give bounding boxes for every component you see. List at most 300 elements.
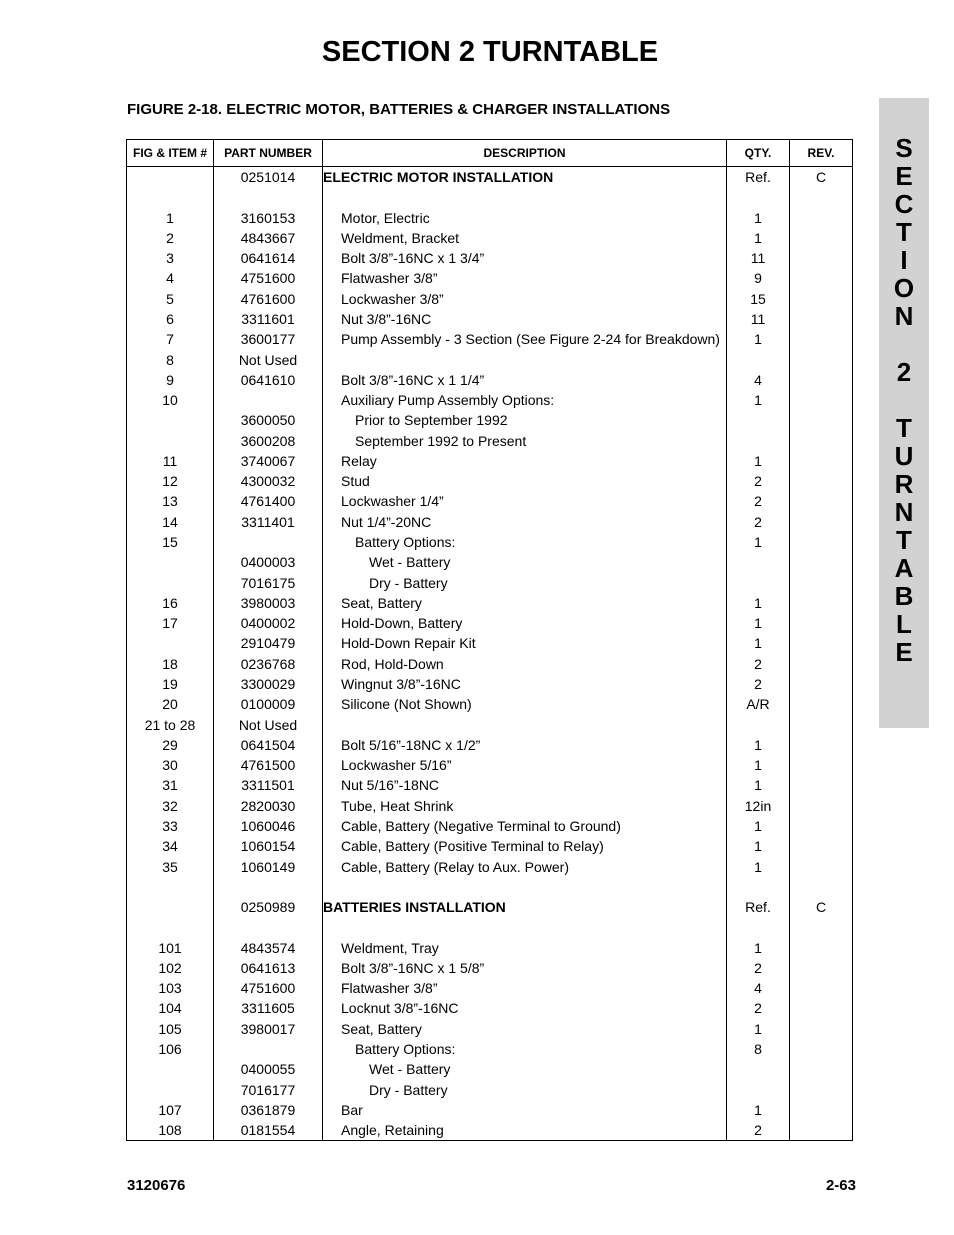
cell-item: 19 [127, 674, 214, 694]
table-row [127, 390, 853, 410]
side-tab-letter: N [894, 497, 914, 527]
cell-part-number: 3600177 [214, 329, 323, 349]
cell-description [323, 917, 727, 937]
cell-description: Bolt 3/8”-16NC x 1 1/4” [323, 370, 727, 390]
table-row [127, 1080, 853, 1100]
table-row [127, 167, 853, 188]
cell-description: Cable, Battery (Relay to Aux. Power) [323, 857, 727, 877]
cell-description: Cable, Battery (Negative Terminal to Ground) [323, 816, 727, 836]
table-row [127, 329, 853, 349]
cell-rev [790, 998, 853, 1018]
cell-rev [790, 735, 853, 755]
cell-part-number: 3311501 [214, 775, 323, 795]
cell-rev [790, 350, 853, 370]
cell-qty: 2 [727, 471, 790, 491]
cell-qty [727, 350, 790, 370]
table-header-row [127, 140, 853, 167]
table-row [127, 978, 853, 998]
table-row [127, 370, 853, 390]
cell-item: 108 [127, 1120, 214, 1141]
cell-description: Locknut 3/8”-16NC [323, 998, 727, 1018]
cell-part-number: 3980017 [214, 1019, 323, 1039]
cell-part-number: 3600208 [214, 431, 323, 451]
cell-item: 104 [127, 998, 214, 1018]
cell-part-number [214, 187, 323, 207]
cell-part-number: 0400055 [214, 1059, 323, 1079]
parts-table-body [127, 167, 853, 1141]
cell-rev [790, 775, 853, 795]
cell-part-number: 3311401 [214, 512, 323, 532]
cell-qty: 1 [727, 1100, 790, 1120]
cell-part-number: 4761500 [214, 755, 323, 775]
side-tab-letter: O [893, 273, 915, 303]
cell-description: Prior to September 1992 [323, 410, 727, 430]
cell-item: 107 [127, 1100, 214, 1120]
cell-part-number: 0641504 [214, 735, 323, 755]
cell-qty [727, 1080, 790, 1100]
table-row [127, 350, 853, 370]
cell-qty: 1 [727, 755, 790, 775]
side-tab-letter: E [895, 161, 913, 191]
side-tab-letter: L [896, 609, 912, 639]
side-tab-letter [879, 330, 929, 358]
cell-description: Hold-Down Repair Kit [323, 633, 727, 653]
cell-part-number: 0251014 [214, 167, 323, 188]
cell-item: 102 [127, 958, 214, 978]
cell-part-number: Not Used [214, 350, 323, 370]
cell-qty: 2 [727, 491, 790, 511]
cell-description: Dry - Battery [323, 573, 727, 593]
table-row [127, 816, 853, 836]
cell-item [127, 877, 214, 897]
cell-part-number: 4761600 [214, 289, 323, 309]
table-row [127, 309, 853, 329]
cell-part-number [214, 877, 323, 897]
cell-item [127, 410, 214, 430]
parts-table [126, 139, 853, 1141]
table-row [127, 1100, 853, 1120]
cell-rev [790, 1120, 853, 1141]
cell-qty: 1 [727, 329, 790, 349]
cell-item [127, 1059, 214, 1079]
cell-rev [790, 289, 853, 309]
side-tab-letter: U [894, 441, 914, 471]
header-rev: REV. [790, 140, 853, 167]
side-tab-letter: A [894, 553, 914, 583]
cell-rev [790, 877, 853, 897]
cell-description: Bar [323, 1100, 727, 1120]
cell-part-number: 4843574 [214, 938, 323, 958]
table-row [127, 1019, 853, 1039]
cell-item: 31 [127, 775, 214, 795]
cell-item: 2 [127, 228, 214, 248]
cell-part-number: 2820030 [214, 796, 323, 816]
cell-rev [790, 268, 853, 288]
side-tab-letter: B [894, 581, 914, 611]
cell-description: Silicone (Not Shown) [323, 694, 727, 714]
figure-title: FIGURE 2-18. ELECTRIC MOTOR, BATTERIES & CHARGER INSTALLATIONS [127, 101, 671, 118]
cell-rev [790, 512, 853, 532]
cell-description: Battery Options: [323, 532, 727, 552]
cell-qty: Ref. [727, 897, 790, 917]
cell-item: 32 [127, 796, 214, 816]
cell-qty [727, 1059, 790, 1079]
cell-description: Dry - Battery [323, 1080, 727, 1100]
cell-qty: 1 [727, 816, 790, 836]
table-row [127, 1120, 853, 1141]
cell-description: Seat, Battery [323, 593, 727, 613]
cell-item: 15 [127, 532, 214, 552]
cell-rev [790, 573, 853, 593]
table-row [127, 593, 853, 613]
cell-description: Bolt 5/16”-18NC x 1/2” [323, 735, 727, 755]
footer-page-number: 2-63 [825, 1177, 856, 1194]
cell-qty: 11 [727, 248, 790, 268]
cell-description: Bolt 3/8”-16NC x 1 5/8” [323, 958, 727, 978]
cell-part-number: 3311601 [214, 309, 323, 329]
side-tab-letter: T [896, 217, 912, 247]
cell-qty [727, 877, 790, 897]
cell-description: Pump Assembly - 3 Section (See Figure 2-24 for Breakdown) [323, 329, 727, 349]
table-row [127, 552, 853, 572]
cell-part-number: 0250989 [214, 897, 323, 917]
cell-description: Nut 5/16”-18NC [323, 775, 727, 795]
cell-qty: 1 [727, 451, 790, 471]
cell-qty [727, 410, 790, 430]
table-row [127, 877, 853, 897]
cell-description: Wingnut 3/8”-16NC [323, 674, 727, 694]
table-row [127, 836, 853, 856]
cell-item: 5 [127, 289, 214, 309]
cell-item [127, 573, 214, 593]
cell-item: 103 [127, 978, 214, 998]
cell-qty: 2 [727, 958, 790, 978]
cell-part-number [214, 390, 323, 410]
cell-description: Tube, Heat Shrink [323, 796, 727, 816]
cell-item [127, 552, 214, 572]
table-row [127, 938, 853, 958]
cell-description: Rod, Hold-Down [323, 654, 727, 674]
cell-rev [790, 715, 853, 735]
table-row [127, 532, 853, 552]
cell-qty [727, 715, 790, 735]
cell-qty: 2 [727, 512, 790, 532]
table-row [127, 775, 853, 795]
cell-part-number [214, 1039, 323, 1059]
cell-part-number: 0361879 [214, 1100, 323, 1120]
cell-description: Auxiliary Pump Assembly Options: [323, 390, 727, 410]
cell-qty [727, 187, 790, 207]
table-row [127, 735, 853, 755]
cell-item: 11 [127, 451, 214, 471]
table-row [127, 715, 853, 735]
cell-item: 13 [127, 491, 214, 511]
cell-description: ELECTRIC MOTOR INSTALLATION [323, 167, 727, 188]
cell-rev [790, 958, 853, 978]
cell-rev [790, 187, 853, 207]
table-row [127, 289, 853, 309]
table-row [127, 431, 853, 451]
cell-qty: 11 [727, 309, 790, 329]
cell-item: 105 [127, 1019, 214, 1039]
cell-item: 33 [127, 816, 214, 836]
table-row [127, 654, 853, 674]
table-row [127, 633, 853, 653]
cell-qty: 1 [727, 633, 790, 653]
cell-qty: 1 [727, 613, 790, 633]
cell-rev [790, 1080, 853, 1100]
side-tab-letter: R [894, 469, 914, 499]
side-tab-letter [879, 386, 929, 414]
cell-description: Bolt 3/8”-16NC x 1 3/4” [323, 248, 727, 268]
cell-qty: A/R [727, 694, 790, 714]
cell-item [127, 1080, 214, 1100]
cell-item: 106 [127, 1039, 214, 1059]
cell-part-number: 2910479 [214, 633, 323, 653]
cell-item [127, 633, 214, 653]
cell-item [127, 917, 214, 937]
cell-rev [790, 532, 853, 552]
cell-item: 101 [127, 938, 214, 958]
cell-part-number: 3600050 [214, 410, 323, 430]
table-row [127, 998, 853, 1018]
cell-item: 16 [127, 593, 214, 613]
cell-part-number: Not Used [214, 715, 323, 735]
cell-part-number: 4751600 [214, 978, 323, 998]
cell-rev: C [790, 167, 853, 188]
cell-rev [790, 796, 853, 816]
side-tab-letter: N [894, 301, 914, 331]
table-row [127, 857, 853, 877]
side-tab-letter: C [894, 189, 914, 219]
cell-part-number: 0400003 [214, 552, 323, 572]
table-row [127, 796, 853, 816]
cell-item: 30 [127, 755, 214, 775]
cell-rev: C [790, 897, 853, 917]
cell-item: 35 [127, 857, 214, 877]
cell-description [323, 187, 727, 207]
header-description: DESCRIPTION [323, 140, 727, 167]
cell-part-number: 1060154 [214, 836, 323, 856]
header-item: FIG & ITEM # [127, 140, 214, 167]
cell-part-number: 1060149 [214, 857, 323, 877]
cell-qty: 15 [727, 289, 790, 309]
cell-description: BATTERIES INSTALLATION [323, 897, 727, 917]
cell-rev [790, 857, 853, 877]
table-row [127, 268, 853, 288]
cell-description: Nut 3/8”-16NC [323, 309, 727, 329]
cell-rev [790, 1100, 853, 1120]
cell-item [127, 167, 214, 188]
cell-part-number: 0400002 [214, 613, 323, 633]
cell-qty: 4 [727, 978, 790, 998]
table-row [127, 471, 853, 491]
cell-rev [790, 370, 853, 390]
cell-description: Battery Options: [323, 1039, 727, 1059]
table-row [127, 248, 853, 268]
cell-rev [790, 309, 853, 329]
cell-item: 8 [127, 350, 214, 370]
table-row [127, 512, 853, 532]
cell-rev [790, 491, 853, 511]
cell-rev [790, 471, 853, 491]
cell-item: 4 [127, 268, 214, 288]
cell-item: 1 [127, 208, 214, 228]
cell-qty: 1 [727, 938, 790, 958]
cell-item: 34 [127, 836, 214, 856]
cell-description: Lockwasher 1/4” [323, 491, 727, 511]
cell-part-number: 0100009 [214, 694, 323, 714]
cell-part-number: 0236768 [214, 654, 323, 674]
cell-qty: 1 [727, 775, 790, 795]
table-row [127, 694, 853, 714]
cell-qty: 1 [727, 532, 790, 552]
cell-rev [790, 613, 853, 633]
cell-part-number: 4761400 [214, 491, 323, 511]
table-row [127, 573, 853, 593]
cell-rev [790, 654, 853, 674]
side-tab-letter: E [895, 637, 913, 667]
cell-description [323, 350, 727, 370]
cell-item: 7 [127, 329, 214, 349]
cell-qty: 2 [727, 1120, 790, 1141]
cell-qty: 1 [727, 390, 790, 410]
side-tab-letter: 2 [896, 357, 912, 387]
cell-qty: 8 [727, 1039, 790, 1059]
cell-item: 29 [127, 735, 214, 755]
cell-qty: 1 [727, 735, 790, 755]
cell-item: 9 [127, 370, 214, 390]
cell-qty [727, 917, 790, 937]
cell-part-number [214, 532, 323, 552]
table-row [127, 1039, 853, 1059]
cell-description [323, 877, 727, 897]
cell-rev [790, 755, 853, 775]
cell-description: Motor, Electric [323, 208, 727, 228]
cell-part-number: 3980003 [214, 593, 323, 613]
cell-qty: 1 [727, 836, 790, 856]
cell-part-number: 1060046 [214, 816, 323, 836]
cell-part-number: 0641614 [214, 248, 323, 268]
cell-item [127, 187, 214, 207]
cell-rev [790, 228, 853, 248]
cell-qty: 1 [727, 208, 790, 228]
cell-rev [790, 836, 853, 856]
cell-part-number: 0641610 [214, 370, 323, 390]
cell-qty: 12in [727, 796, 790, 816]
table-row [127, 674, 853, 694]
cell-qty: 1 [727, 857, 790, 877]
cell-description: Nut 1/4”-20NC [323, 512, 727, 532]
cell-description: Flatwasher 3/8” [323, 978, 727, 998]
cell-description: Lockwasher 3/8” [323, 289, 727, 309]
footer-doc-number: 3120676 [127, 1177, 186, 1194]
table-row [127, 451, 853, 471]
cell-description: Stud [323, 471, 727, 491]
cell-part-number: 4843667 [214, 228, 323, 248]
cell-rev [790, 593, 853, 613]
cell-part-number: 3311605 [214, 998, 323, 1018]
cell-item [127, 897, 214, 917]
cell-rev [790, 674, 853, 694]
cell-item: 20 [127, 694, 214, 714]
cell-description: Cable, Battery (Positive Terminal to Relay) [323, 836, 727, 856]
cell-description: Seat, Battery [323, 1019, 727, 1039]
cell-rev [790, 633, 853, 653]
cell-rev [790, 248, 853, 268]
cell-rev [790, 1059, 853, 1079]
table-row [127, 228, 853, 248]
cell-description: Relay [323, 451, 727, 471]
cell-item: 12 [127, 471, 214, 491]
section-side-tab [879, 98, 929, 728]
cell-rev [790, 694, 853, 714]
cell-description: September 1992 to Present [323, 431, 727, 451]
table-row [127, 613, 853, 633]
cell-qty: 2 [727, 998, 790, 1018]
cell-part-number [214, 917, 323, 937]
cell-description: Angle, Retaining [323, 1120, 727, 1141]
cell-rev [790, 978, 853, 998]
cell-part-number: 4300032 [214, 471, 323, 491]
cell-qty: 2 [727, 674, 790, 694]
cell-qty [727, 552, 790, 572]
cell-description: Weldment, Tray [323, 938, 727, 958]
cell-qty: 1 [727, 1019, 790, 1039]
side-tab-letters [879, 134, 929, 666]
table-row [127, 1059, 853, 1079]
cell-rev [790, 208, 853, 228]
side-tab-letter: T [896, 413, 912, 443]
table-row [127, 755, 853, 775]
table-row [127, 187, 853, 207]
cell-rev [790, 390, 853, 410]
page-title: SECTION 2 TURNTABLE [321, 36, 659, 68]
cell-item: 14 [127, 512, 214, 532]
cell-item: 17 [127, 613, 214, 633]
cell-part-number: 3740067 [214, 451, 323, 471]
side-tab-letter: I [900, 245, 908, 275]
cell-description: Lockwasher 5/16” [323, 755, 727, 775]
cell-description: Weldment, Bracket [323, 228, 727, 248]
cell-part-number: 4751600 [214, 268, 323, 288]
cell-item: 18 [127, 654, 214, 674]
cell-rev [790, 816, 853, 836]
table-row [127, 208, 853, 228]
cell-qty: 1 [727, 228, 790, 248]
cell-qty [727, 573, 790, 593]
cell-part-number: 7016175 [214, 573, 323, 593]
cell-rev [790, 1019, 853, 1039]
cell-part-number: 3160153 [214, 208, 323, 228]
cell-qty [727, 431, 790, 451]
cell-rev [790, 410, 853, 430]
cell-part-number: 0641613 [214, 958, 323, 978]
cell-qty: 1 [727, 593, 790, 613]
cell-rev [790, 552, 853, 572]
cell-description: Wet - Battery [323, 552, 727, 572]
cell-item: 21 to 28 [127, 715, 214, 735]
cell-description [323, 715, 727, 735]
cell-item: 3 [127, 248, 214, 268]
table-row [127, 897, 853, 917]
side-tab-letter: S [895, 133, 913, 163]
cell-item [127, 431, 214, 451]
cell-rev [790, 451, 853, 471]
cell-part-number: 7016177 [214, 1080, 323, 1100]
cell-qty: 4 [727, 370, 790, 390]
cell-rev [790, 329, 853, 349]
